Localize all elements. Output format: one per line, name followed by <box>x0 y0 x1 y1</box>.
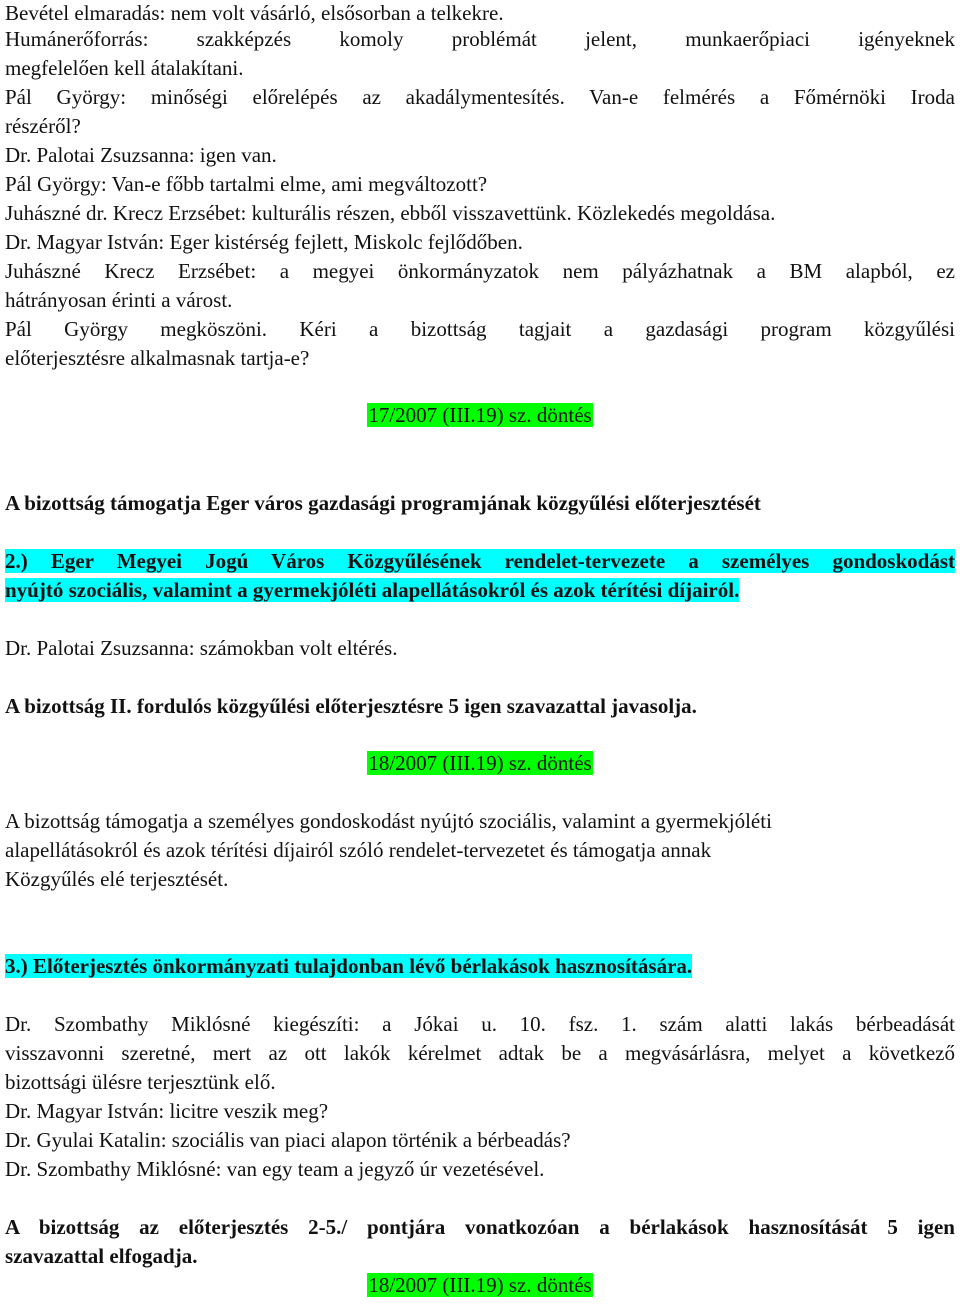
text-line: Pál György megköszöni. Kéri a bizottság tagjait a gazdasági program közgyűlési <box>5 317 955 341</box>
text-line: bizottsági ülésre terjesztünk elő. <box>5 1070 276 1094</box>
text-line: előterjesztésre alkalmasnak tartja-e? <box>5 346 310 370</box>
resolution-text: szavazattal elfogadja. <box>5 1244 198 1268</box>
text-line: A bizottság támogatja a személyes gondoskodást nyújtó szociális, valamint a gyermekjóléti <box>5 809 772 833</box>
text-line: visszavonni szeretné, mert az ott lakók kérelmet adtak be a megvásárlásra, melyet a következő <box>5 1041 955 1065</box>
agenda-item-heading <box>5 577 739 603</box>
decision-number <box>5 750 955 776</box>
text-line: Dr. Szombathy Miklósné: van egy team a jegyző úr vezetésével. <box>5 1157 545 1181</box>
text-line: hátrányosan érinti a várost. <box>5 288 233 312</box>
text-line: Dr. Palotai Zsuzsanna: számokban volt eltérés. <box>5 636 398 660</box>
agenda-item-heading <box>5 548 955 574</box>
text-line: Közgyűlés elé terjesztését. <box>5 867 229 891</box>
agenda-item-heading <box>5 953 692 979</box>
text-line: részéről? <box>5 114 81 138</box>
text-line: Pál György: minőségi előrelépés az akadálymentesítés. Van-e felmérés a Főmérnöki Iroda <box>5 85 955 109</box>
text-line: Juhászné Krecz Erzsébet: a megyei önkormányzatok nem pályázhatnak a BM alapból, ez <box>5 259 955 283</box>
text-line: Dr. Gyulai Katalin: szociális van piaci alapon történik a bérbeadás? <box>5 1128 571 1152</box>
text-line: Dr. Szombathy Miklósné kiegészíti: a Jókai u. 10. fsz. 1. szám alatti lakás bérbeadását <box>5 1012 955 1036</box>
text-line: megfelelően kell átalakítani. <box>5 56 244 80</box>
decision-label: 18/2007 (III.19) sz. döntés <box>368 751 592 775</box>
text-line: alapellátásokról és azok térítési díjairól szóló rendelet-tervezetet és támogatja annak <box>5 838 712 862</box>
resolution-text: A bizottság az előterjesztés 2-5./ pontjára vonatkozóan a bérlakások hasznosítását 5 igen <box>5 1215 955 1239</box>
decision-number <box>5 1272 955 1298</box>
resolution-text: A bizottság II. fordulós közgyűlési előterjesztésre 5 igen szavazattal javasolja. <box>5 694 697 718</box>
text-line: Juhászné dr. Krecz Erzsébet: kulturális részen, ebből visszavettünk. Közlekedés megoldása. <box>5 201 776 225</box>
decision-label: 18/2007 (III.19) sz. döntés <box>368 1273 592 1297</box>
text-line: Pál György: Van-e főbb tartalmi elme, ami megváltozott? <box>5 172 488 196</box>
text-line: Dr. Magyar István: licitre veszik meg? <box>5 1099 329 1123</box>
text-line: Dr. Magyar István: Eger kistérség fejlett, Miskolc fejlődőben. <box>5 230 523 254</box>
decision-label: 17/2007 (III.19) sz. döntés <box>368 403 592 427</box>
resolution-text: A bizottság támogatja Eger város gazdasági programjának közgyűlési előterjesztését <box>5 491 761 515</box>
agenda-item-text: 3.) Előterjesztés önkormányzati tulajdonban lévő bérlakások hasznosítására. <box>5 954 693 978</box>
decision-number <box>5 402 955 428</box>
agenda-item-text: 2.) Eger Megyei Jogú Város Közgyűlésének rendelet-tervezete a személyes gondoskodást <box>5 549 955 573</box>
text-line: Bevétel elmaradás: nem volt vásárló, elsősorban a telkekre. <box>5 1 504 25</box>
text-line: Dr. Palotai Zsuzsanna: igen van. <box>5 143 277 167</box>
text-line: Humánerőforrás: szakképzés komoly problémát jelent, munkaerőpiaci igényeknek <box>5 27 955 51</box>
agenda-item-text: nyújtó szociális, valamint a gyermekjóléti alapellátásokról és azok térítési díjairól. <box>5 578 740 602</box>
